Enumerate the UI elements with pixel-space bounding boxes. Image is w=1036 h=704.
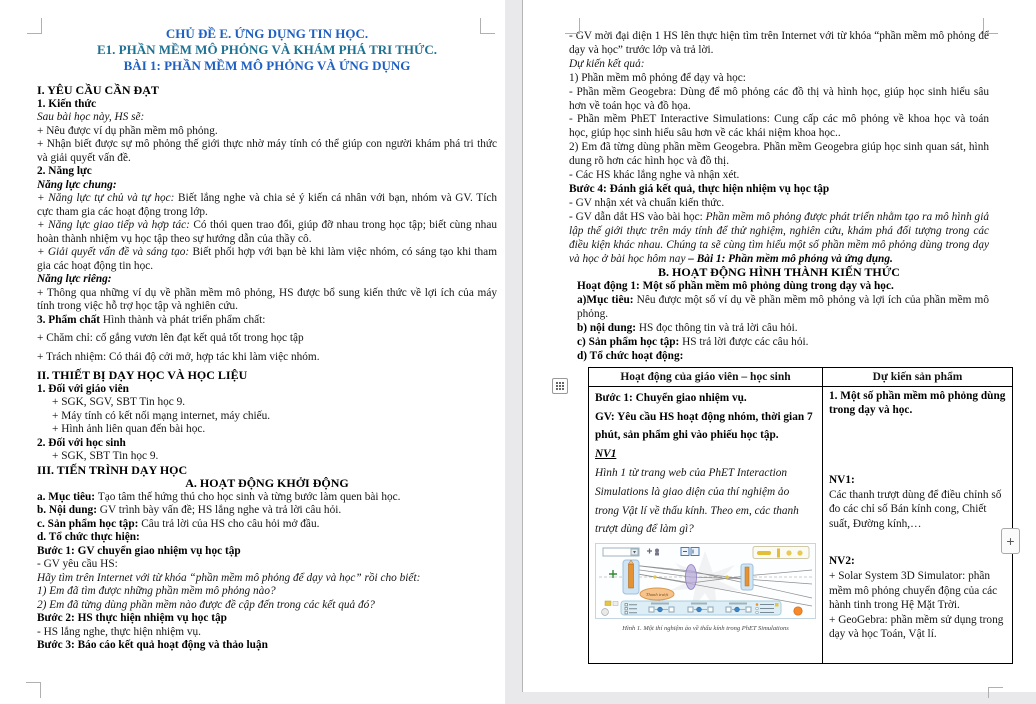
paragraph — [37, 42, 497, 58]
paragraph — [569, 72, 989, 86]
paragraph — [569, 58, 989, 72]
paragraph — [595, 408, 816, 446]
text-run: Có thói quen trao đổi, giúp đỡ nhau trong học tập; biết cùng nhau hoàn thành nhiệm vụ học tập theo sự hướng dẫn của thầy cô. — [37, 219, 497, 245]
text-run: 1. Đối với giáo viên — [37, 382, 129, 395]
text-run: Biết phối hợp với bạn bè khi làm việc nhóm, có sáng tạo khi tham gia các hoạt động tin học. — [37, 246, 497, 272]
text-run: Năng lực chung: — [37, 178, 117, 191]
table-cell-expected-product — [823, 386, 1013, 663]
paragraph — [37, 287, 497, 314]
text-run: + Nêu được ví dụ phần mềm mô phỏng. — [37, 124, 218, 137]
paragraph — [37, 626, 497, 640]
table-move-handle-dots-icon — [556, 382, 558, 384]
page-gutter — [505, 0, 522, 704]
text-run: - Phần mềm PhET Interactive Simulations: Cung cấp các mô phỏng về khoa học và toán học, giúp học sinh hiểu sâu hơn về các khái niệm khoa học.. — [569, 113, 989, 140]
text-run: - HS lắng nghe, thực hiện nhiệm vụ. — [37, 625, 201, 638]
paragraph — [569, 183, 989, 197]
text-run: Hoạt động 1: Một số phần mềm mô phỏng dùng trong dạy và học. — [577, 280, 894, 293]
margin-mark-right-top-right — [983, 18, 998, 34]
text-run: - Các HS khác lắng nghe và nhận xét. — [569, 169, 740, 182]
text-run: - GV dẫn dắt HS vào bài học: — [569, 210, 706, 223]
paragraph — [37, 450, 497, 464]
text-run: c) Sản phẩm học tập: — [577, 335, 683, 348]
margin-mark-right-bottom-right — [988, 687, 1003, 698]
margin-mark-left-top-left — [27, 18, 42, 34]
text-run: Sau bài học này, HS sẽ: — [37, 111, 145, 124]
text-run: 2) Em đã từng dùng phần mềm Geogebra. Phần mềm Geogebra giúp học sinh quan sát, hình dung rõ hơn các hình học và đồ thị. — [569, 141, 989, 168]
right-page-text — [569, 30, 989, 364]
paragraph — [829, 488, 1006, 532]
text-run: + Chăm chỉ: cố gắng vươn lên đạt kết quả tốt trong học tập — [37, 332, 304, 345]
text-run: 3. Phẩm chất — [37, 313, 103, 326]
paragraph — [569, 211, 989, 267]
text-run: Tạo tâm thế hứng thú cho học sinh và từng bước làm quen bài học. — [97, 490, 401, 503]
text-run: Biết lắng nghe và chia sẻ ý kiến cá nhân với bạn, nhóm và GV. Tích cực tham gia các hoạt động trong lớp. — [37, 192, 497, 218]
text-run: 1) Em đã tìm được những phần mềm mô phỏng nào? — [37, 585, 276, 598]
table-cell-teacher-activity — [589, 386, 823, 663]
figure-caption: Hình 1. Một thí nghiệm ảo về thấu kính trong PhET Simulations — [622, 625, 789, 633]
text-run: NV1: — [829, 473, 855, 486]
text-run: Bước 4: Đánh giá kết quả, thực hiện nhiệm vụ học tập — [569, 182, 830, 195]
text-run: II. THIẾT BỊ DẠY HỌC VÀ HỌC LIỆU — [37, 368, 248, 383]
text-run: A. HOẠT ĐỘNG KHỞI ĐỘNG — [185, 476, 349, 491]
paragraph — [829, 554, 1006, 569]
paragraph — [37, 138, 497, 165]
text-run: Hãy tìm trên Internet với từ khóa “phần mềm mô phỏng để dạy và học” rồi cho biết: — [37, 571, 421, 584]
text-run: E1. PHẦN MỀM MÔ PHỎNG VÀ KHÁM PHÁ TRI THỨC. — [96, 41, 438, 57]
text-run: 1) Phần mềm mô phỏng để dạy và học: — [569, 71, 746, 84]
text-run: GV: Yêu cầu HS hoạt động nhóm, thời gian 7 phút, sản phẩm ghi vào phiếu học tập. — [595, 410, 813, 442]
text-run: d) Tổ chức hoạt động: — [577, 349, 684, 362]
paragraph — [37, 219, 497, 246]
expected-product-text — [829, 389, 1006, 642]
text-run: a. Mục tiêu: — [37, 490, 98, 503]
paragraph — [37, 558, 497, 572]
paragraph — [37, 246, 497, 273]
paragraph — [37, 369, 497, 383]
paragraph — [37, 351, 497, 365]
text-run: I. YÊU CẦU CẦN ĐẠT — [37, 83, 159, 98]
table-row — [589, 386, 1013, 663]
table-move-handle[interactable] — [552, 378, 568, 394]
paragraph — [37, 437, 497, 451]
text-run: + GeoGebra: phần mềm sử dụng trong dạy và học Toán, Vật lí. — [829, 613, 1004, 641]
margin-mark-left-bottom-left — [26, 682, 41, 698]
paragraph — [37, 572, 497, 586]
margin-mark-right-top-left — [565, 18, 580, 34]
paragraph — [37, 58, 497, 74]
paragraph — [37, 314, 497, 328]
text-run: Bước 3: Báo cáo kết quả hoạt động và thảo luận — [37, 639, 268, 652]
text-run: Dự kiến kết quả: — [569, 57, 645, 70]
right-page-body — [523, 0, 1036, 664]
text-run: Nêu được một số ví dụ về phần mềm mô phỏng và lợi ích của phần mềm mô phỏng. — [577, 294, 989, 321]
text-run: c. Sản phẩm học tập: — [37, 517, 142, 530]
text-run: NV2: — [829, 555, 855, 568]
paragraph — [829, 613, 1006, 642]
paragraph — [569, 294, 989, 322]
page-bottom-gutter — [522, 692, 1036, 704]
paragraph — [37, 332, 497, 346]
table-header-row — [589, 367, 1013, 386]
margin-mark-left-top-right — [480, 18, 495, 34]
paragraph — [569, 30, 989, 58]
teacher-activity-text — [595, 389, 816, 539]
text-run: + Hình ảnh liên quan đến bài học. — [52, 423, 206, 436]
text-run: HS trả lời được các câu hỏi. — [682, 335, 809, 348]
text-run: 1. Một số phần mềm mô phỏng dùng trong dạy và học. — [829, 389, 1006, 417]
text-run: - GV nhận xét và chuẩn kiến thức. — [569, 196, 725, 209]
text-run: Hình thành và phát triển phẩm chất: — [102, 313, 266, 326]
activity-table — [588, 367, 1013, 664]
paragraph — [37, 477, 497, 491]
paragraph — [37, 273, 497, 287]
text-run: NV1 — [595, 448, 617, 461]
phet-simulation-figure — [595, 543, 816, 633]
text-run: – Bài 1: Phần mềm mô phỏng và ứng dụng. — [688, 252, 893, 265]
text-run: Các thanh trượt dùng để điều chỉnh số đo các chỉ số Bán kính cong, Chiết suất, Đường kính,… — [829, 488, 1002, 530]
text-run: III. TIẾN TRÌNH DẠY HỌC — [37, 462, 188, 477]
text-run: 2. Đối với học sinh — [37, 436, 126, 449]
paragraph — [595, 445, 816, 464]
paragraph — [829, 389, 1006, 418]
text-run: + Trách nhiệm: Có thái độ cởi mở, hợp tác khi làm việc nhóm. — [37, 350, 320, 363]
text-run: Hình 1 từ trang web của PhET Interaction Simulations là giao diện của thí nghiệm ảo trong Vật lí về thấu kính. Theo em, các thanh trượt dùng để làm gì? — [595, 466, 799, 536]
callout-label: Thanh trượt — [645, 592, 669, 598]
text-run: B. HOẠT ĐỘNG HÌNH THÀNH KIẾN THỨC — [658, 265, 900, 280]
text-run: - GV mời đại diện 1 HS lên thực hiện tìm trên Internet với từ khóa “phần mềm mô phỏng để dạy và học” trước lớp và trả lời. — [569, 30, 989, 56]
text-run: b. Nội dung: — [37, 504, 100, 517]
paragraph — [37, 585, 497, 599]
text-run: + Solar System 3D Simulator: phần mềm mô phỏng chuyển động của các hành tinh trong Hệ Mặt Trời. — [829, 569, 998, 612]
paragraph — [37, 491, 497, 505]
text-run: d. Tổ chức thực hiện: — [37, 531, 140, 544]
text-run: + SGK, SBT Tin học 9. — [52, 450, 159, 463]
text-run: + Năng lực giao tiếp và hợp tác: — [37, 219, 194, 232]
text-run: b) nội dung: — [577, 322, 639, 335]
paragraph — [595, 389, 816, 408]
text-run: + Nhận biết được sự mô phỏng thế giới thực nhờ máy tính có thể giúp con người khám phá tri thức và giải quyết vấn đề. — [37, 138, 497, 164]
text-run: Phần mềm mô phỏng được phát triển nhằm tạo ra mô hình giả lập thế giới thực trên máy tính để thử nghiệm, nghiên cứu, khám phá đối tượng trong các điều kiện khác nhau. Chúng ta sẽ cùng tìm hiểu một số phần mềm mô phỏng dùng trong dạy và học ở bài học hôm nay — [569, 210, 989, 265]
paragraph — [37, 464, 497, 478]
paragraph — [569, 86, 989, 114]
text-run: 2) Em đã từng dùng phần mềm nào được đề cập đến trong các kết quả đó? — [37, 598, 375, 611]
text-run: + Giải quyết vấn đề và sáng tạo: — [37, 246, 193, 259]
text-run: + Thông qua những ví dụ về phần mềm mô phỏng, HS được bổ sung kiến thức về lợi ích của máy tính trong việc hỗ trợ học tập và nghiên cứu. — [37, 286, 497, 313]
paragraph — [37, 639, 497, 653]
text-run: BÀI 1: PHẦN MỀM MÔ PHỎNG VÀ ỨNG DỤNG — [123, 57, 411, 73]
text-run: 1. Kiến thức — [37, 97, 97, 110]
paragraph — [569, 350, 989, 364]
paragraph — [569, 280, 989, 294]
insert-button[interactable] — [1001, 528, 1020, 554]
text-run: Câu trả lời của HS cho câu hỏi mở đầu. — [141, 517, 320, 530]
paragraph — [37, 410, 497, 424]
paragraph — [37, 98, 497, 112]
text-run: HS đọc thông tin và trả lời câu hỏi. — [638, 322, 798, 335]
text-run: Bước 1: GV chuyển giao nhiệm vụ học tập — [37, 544, 241, 557]
text-run: a) — [577, 294, 587, 307]
paragraph — [37, 531, 497, 545]
paragraph — [37, 612, 497, 626]
table-header-teacher-student: Hoạt động của giáo viên – học sinh — [589, 367, 823, 386]
paragraph — [569, 336, 989, 350]
paragraph — [37, 383, 497, 397]
paragraph — [37, 518, 497, 532]
text-run: - GV yêu cầu HS: — [37, 558, 118, 571]
text-run: + Năng lực tự chủ và tự học: — [37, 192, 179, 205]
paragraph — [569, 169, 989, 183]
paragraph — [569, 322, 989, 336]
paragraph — [829, 569, 1006, 613]
paragraph — [37, 545, 497, 559]
paragraph — [37, 179, 497, 193]
text-run: + Máy tính có kết nối mạng internet, máy chiếu. — [52, 409, 271, 422]
paragraph — [37, 125, 497, 139]
document-page-left[interactable] — [0, 0, 506, 704]
paragraph — [37, 165, 497, 179]
paragraph — [569, 266, 989, 280]
text-run: + SGK, SGV, SBT Tin học 9. — [52, 396, 186, 409]
paragraph — [569, 197, 989, 211]
left-page-body — [0, 0, 505, 653]
text-run: - Phần mềm Geogebra: Dùng để mô phỏng các đồ thị và hình học, giúp học sinh hiểu sâu hơn về toán học và đồ họa. — [569, 85, 989, 112]
paragraph — [37, 26, 497, 42]
paragraph — [37, 504, 497, 518]
text-run: 2. Năng lực — [37, 165, 92, 178]
text-run: Mục tiêu: — [586, 294, 637, 307]
phet-simulation-image — [595, 543, 816, 619]
paragraph — [37, 423, 497, 437]
paragraph — [595, 464, 816, 539]
paragraph — [37, 84, 497, 98]
text-run: CHỦ ĐỀ E. ỨNG DỤNG TIN HỌC. — [165, 26, 369, 41]
paragraph — [37, 396, 497, 410]
paragraph — [569, 141, 989, 169]
text-run: Bước 2: HS thực hiện nhiệm vụ học tập — [37, 612, 227, 625]
table-header-expected-product: Dự kiến sản phẩm — [823, 367, 1013, 386]
document-page-right[interactable] — [522, 0, 1036, 692]
text-run: Bước 1: Chuyển giao nhiệm vụ. — [595, 391, 747, 404]
paragraph — [37, 192, 497, 219]
text-run: GV trình bày vấn đề; HS lắng nghe và trả lời câu hỏi. — [99, 504, 342, 517]
paragraph — [37, 111, 497, 125]
text-run: Năng lực riêng: — [37, 273, 112, 286]
paragraph — [829, 473, 1006, 488]
plus-icon: + — [1006, 533, 1015, 549]
paragraph — [569, 113, 989, 141]
paragraph — [37, 599, 497, 613]
